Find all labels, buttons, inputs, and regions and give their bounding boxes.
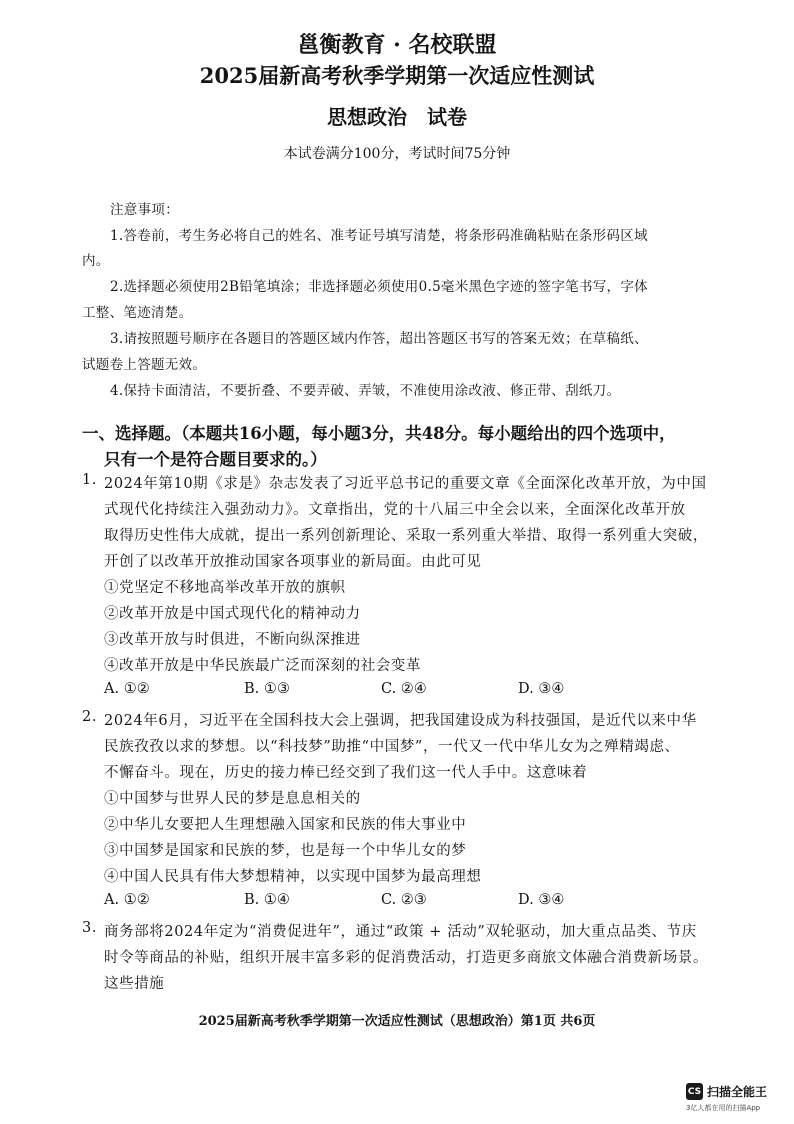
question-text-line: 这些措施 bbox=[104, 976, 165, 992]
statement-item: ②改革开放是中国式现代化的精神动力 bbox=[104, 606, 361, 622]
question-text-line: 不懈奋斗。现在，历史的接力棒已经交到了我们这一代人手中。这意味着 bbox=[104, 765, 588, 781]
exam-title: 2025届新高考秋季学期第一次适应性测试 bbox=[199, 63, 595, 88]
option-c: C. ②③ bbox=[381, 892, 427, 908]
question-text-line: 式现代化持续注入强劲动力》。文章指出，党的十八届三中全会以来，全面深化改革开放 bbox=[104, 502, 686, 518]
note-line: 3.请按照题号顺序在各题目的答题区域内作答，超出答题区书写的答案无效；在草稿纸、 bbox=[110, 331, 648, 347]
option-b: B. ①④ bbox=[244, 892, 290, 908]
question-text-line: 2024年第10期《求是》杂志发表了习近平总书记的重要文章《全面深化改革开放，为中国 bbox=[104, 476, 707, 492]
scanner-brand-name: 扫描全能王 bbox=[707, 1085, 768, 1099]
note-line: 试题卷上答题无效。 bbox=[82, 357, 207, 373]
exam-organization: 邕衡教育 · 名校联盟 bbox=[297, 32, 497, 58]
statement-item: ③中国梦是国家和民族的梦，也是每一个中华儿女的梦 bbox=[104, 843, 467, 859]
section-heading-line2: 只有一个是符合题目要求的。） bbox=[104, 450, 327, 469]
question-text-line: 民族孜孜以求的梦想。以“科技梦”助推“中国梦”，一代又一代中华儿女为之殚精竭虑、 bbox=[104, 739, 680, 755]
question-number: 3. bbox=[82, 920, 98, 936]
question-text-line: 取得历史性伟大成就，提出一系列创新理论、采取一系列重大举措、取得一系列重大突破， bbox=[104, 528, 708, 544]
option-a: A. ①② bbox=[104, 681, 150, 697]
note-line: 1.答卷前，考生务必将自己的姓名、准考证号填写清楚，将条形码准确粘贴在条形码区域 bbox=[110, 228, 648, 244]
question-text-line: 商务部将2024年定为“消费促进年”，通过“政策 + 活动”双轮驱动，加大重点品类、节庆 bbox=[104, 924, 697, 940]
camscanner-logo-icon: CS bbox=[686, 1083, 703, 1100]
statement-item: ②中华儿女要把人生理想融入国家和民族的伟大事业中 bbox=[104, 817, 467, 833]
question-text-line: 2024年6月，习近平在全国科技大会上强调，把我国建设成为科技强国，是近代以来中华 bbox=[104, 713, 697, 729]
statement-item: ④中国人民具有伟大梦想精神，以实现中国梦为最高理想 bbox=[104, 869, 482, 885]
statement-item: ①中国梦与世界人民的梦是息息相关的 bbox=[104, 791, 361, 807]
statement-item: ③改革开放与时俱进，不断向纵深推进 bbox=[104, 632, 361, 648]
question-number: 2. bbox=[82, 709, 98, 725]
note-line: 2.选择题必须使用2B铅笔填涂；非选择题必须使用0.5毫米黑色字迹的签字笔书写，字体 bbox=[110, 279, 648, 295]
question-text-line: 开创了以改革开放推动国家各项事业的新局面。由此可见 bbox=[104, 554, 482, 570]
question-text-line: 时令等商品的补贴，组织开展丰富多彩的促消费活动，打造更多商旅文体融合消费新场景。 bbox=[104, 950, 708, 966]
note-line: 内。 bbox=[82, 253, 110, 269]
statement-item: ①党坚定不移地高举改革开放的旗帜 bbox=[104, 580, 346, 596]
option-d: D. ③④ bbox=[518, 892, 565, 908]
section-heading-line1: 一、选择题。（本题共16小题，每小题3分，共48分。每小题给出的四个选项中， bbox=[82, 424, 676, 443]
note-line: 工整、笔迹清楚。 bbox=[82, 305, 193, 321]
exam-info: 本试卷满分100分，考试时间75分钟 bbox=[283, 146, 511, 162]
option-b: B. ①③ bbox=[244, 681, 290, 697]
option-d: D. ③④ bbox=[518, 681, 565, 697]
question-number: 1. bbox=[82, 472, 98, 488]
note-line: 4.保持卡面清洁，不要折叠、不要弄破、弄皱，不准使用涂改液、修正带、刮纸刀。 bbox=[110, 383, 621, 399]
scanner-watermark bbox=[686, 1083, 767, 1100]
option-c: C. ②④ bbox=[381, 681, 427, 697]
subject-title: 思想政治 试卷 bbox=[327, 105, 467, 129]
option-a: A. ①② bbox=[104, 892, 150, 908]
page-footer: 2025届新高考秋季学期第一次适应性测试（思想政治）第1页 共6页 bbox=[198, 1014, 596, 1029]
scanner-brand-tagline: 3亿人都在用的扫描App bbox=[686, 1104, 761, 1112]
statement-item: ④改革开放是中华民族最广泛而深刻的社会变革 bbox=[104, 658, 422, 674]
notes-heading: 注意事项： bbox=[110, 202, 179, 218]
